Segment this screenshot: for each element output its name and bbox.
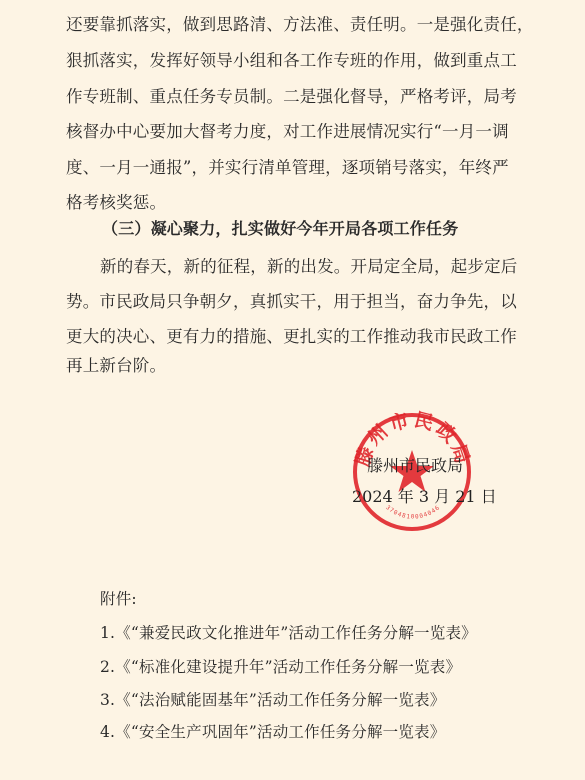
attachment-item: 4.《“安全生产巩固年”活动工作任务分解一览表》 [100, 723, 446, 741]
closing-line: 势。市民政局只争朝夕，真抓实干，用于担当，奋力争先，以 [66, 292, 517, 311]
body-line: 还要靠抓落实，做到思路清、方法准、责任明。一是强化责任， [66, 15, 534, 34]
attachment-item: 3.《“法治赋能固基年”活动工作任务分解一览表》 [100, 691, 446, 709]
attachment-item: 1.《“兼爱民政文化推进年”活动工作任务分解一览表》 [100, 624, 477, 642]
signoff-date: 2024 年 3 月 21 日 [352, 487, 497, 506]
seal-arc-text: 滕州市民政局 [351, 410, 475, 470]
body-line: 作专班制、重点任务专员制。二是强化督导，严格考评，局考 [66, 87, 517, 106]
body-line: 度、一月一通报”，并实行清单管理，逐项销号落实，年终严 [66, 158, 509, 177]
body-line: 核督办中心要加大督考力度，对工作进展情况实行“一月一调 [66, 122, 509, 141]
closing-line: 更大的决心、更有力的措施、更扎实的工作推动我市民政工作 [66, 327, 517, 346]
section-heading: （三）凝心聚力，扎实做好今年开局各项工作任务 [102, 219, 459, 238]
closing-line: 再上新台阶。 [66, 356, 167, 375]
attachment-item: 2.《“标准化建设提升年”活动工作任务分解一览表》 [100, 658, 462, 676]
closing-line: 新的春天，新的征程，新的出发。开局定全局，起步定后 [100, 257, 518, 276]
body-line: 狠抓落实，发挥好领导小组和各工作专班的作用，做到重点工 [66, 51, 517, 70]
body-line: 格考核奖惩。 [66, 193, 167, 212]
seal-serial: 3704810004046 [384, 504, 442, 521]
attachments-label: 附件: [100, 590, 137, 608]
signoff-org: 滕州市民政局 [367, 456, 464, 475]
